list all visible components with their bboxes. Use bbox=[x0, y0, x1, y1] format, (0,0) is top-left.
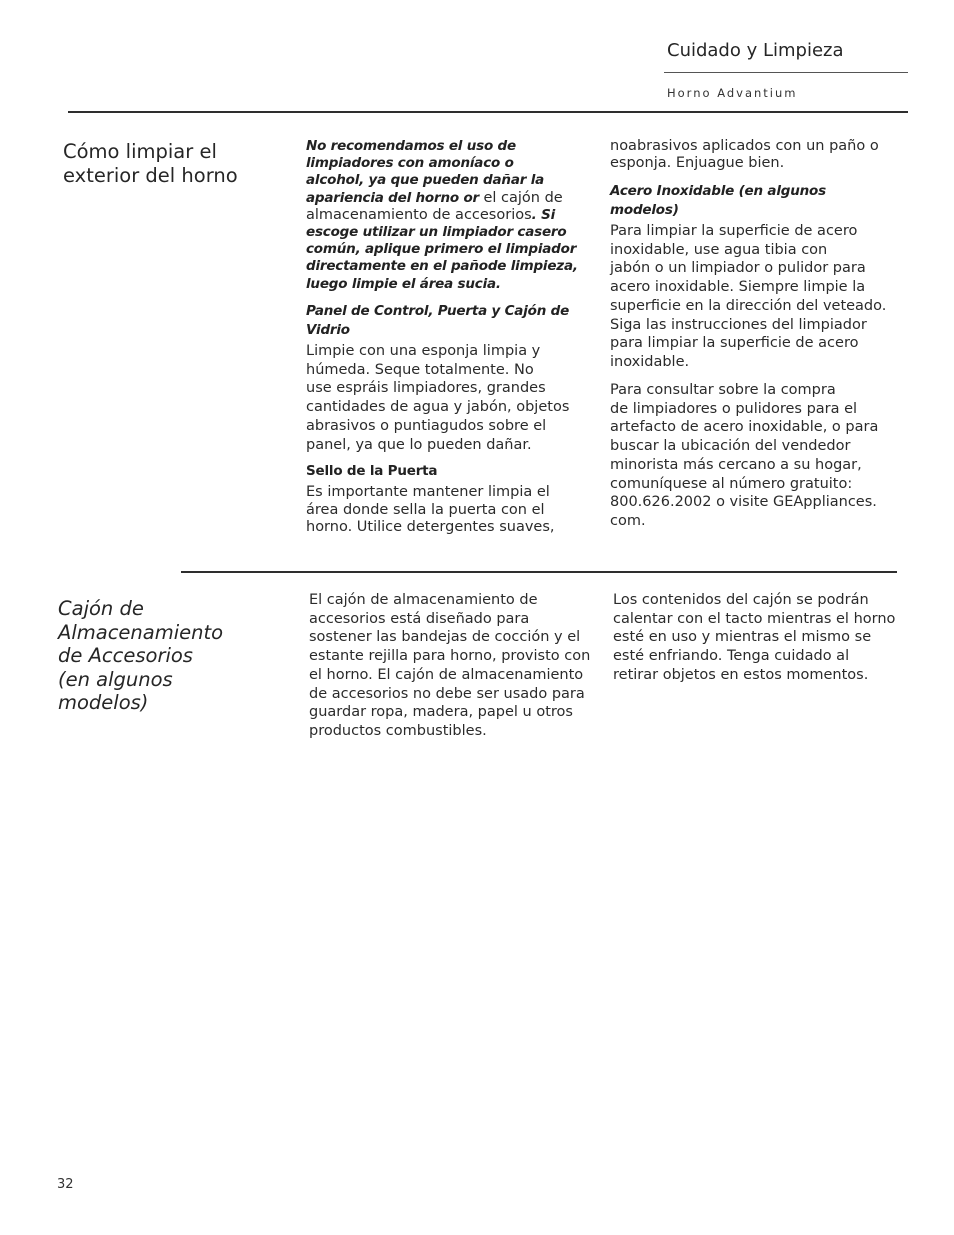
control-panel-heading: Panel de Control, Puerta y Cajón de Vidrio bbox=[306, 303, 570, 338]
header-rule bbox=[664, 72, 908, 73]
page-header-title: Cuidado y Limpieza bbox=[667, 40, 844, 61]
page-number: 32 bbox=[57, 1177, 74, 1192]
top-divider bbox=[68, 111, 908, 113]
stainless-steel-text: Para limpiar la superficie de acero inoxidable, use agua tibia con jabón o un limpiador o pulidor para acero inoxidable. Siempre limpie la superficie en la dirección del veteado. Siga las instrucciones del limpiador para limpiar la superficie de acero inoxidable. bbox=[610, 223, 887, 370]
warning-text-regular: el cajón de almacenamiento de accesorios bbox=[306, 189, 563, 223]
page-header-subtitle: Horno Advantium bbox=[667, 86, 798, 100]
stainless-steel-purchase-info: Para consultar sobre la compra de limpiadores o pulidores para el artefacto de acero inoxidable, o para buscar la ubicación del vendedor minorista más cercano a su hogar, comuníquese al número gratuito: 800.626.2002 o visite GEAppliances. com. bbox=[610, 382, 879, 529]
section-title-storage-drawer: Cajón de Almacenamiento de Accesorios (en algunos modelos) bbox=[58, 597, 224, 714]
door-seal-text-continued: noabrasivos aplicados con un paño o esponja. Enjuague bien. bbox=[610, 138, 879, 172]
stainless-steel-heading: Acero Inoxidable (en algunos modelos) bbox=[610, 183, 826, 218]
door-seal-heading: Sello de la Puerta bbox=[306, 463, 438, 479]
storage-drawer-caution-text: Los contenidos del cajón se podrán calentar con el tacto mientras el horno esté en uso y mientras el mismo se esté enfriando. Tenga cuidado al retirar objetos en estos momentos. bbox=[613, 592, 896, 683]
warning-text-bold-continued: . Si escoge utilizar un limpiador casero común, aplique primero el limpiador directamente en el pañode limpieza, luego limpie el área sucia. bbox=[306, 206, 578, 292]
cleaner-warning-paragraph bbox=[306, 138, 578, 293]
section-divider bbox=[181, 571, 897, 573]
section-title-exterior-cleaning: Cómo limpiar el exterior del horno bbox=[63, 140, 238, 187]
control-panel-text: Limpie con una esponja limpia y húmeda. Seque totalmente. No use espráis limpiadores, grandes cantidades de agua y jabón, objetos abrasivos o puntiagudos sobre el panel, ya que lo pueden dañar. bbox=[306, 343, 570, 453]
storage-drawer-text: El cajón de almacenamiento de accesorios está diseñado para sostener las bandejas de cocción y el estante rejilla para horno, provisto con el horno. El cajón de almacenamiento de accesorios no debe ser usado para guardar ropa, madera, papel u otros productos combustibles. bbox=[309, 592, 591, 739]
warning-text-bold: No recomendamos el uso de limpiadores con amoníaco o alcohol, ya que pueden dañar la apariencia del horno or bbox=[306, 138, 545, 206]
door-seal-text: Es importante mantener limpia el área donde sella la puerta con el horno. Utilice detergentes suaves, bbox=[306, 484, 555, 535]
